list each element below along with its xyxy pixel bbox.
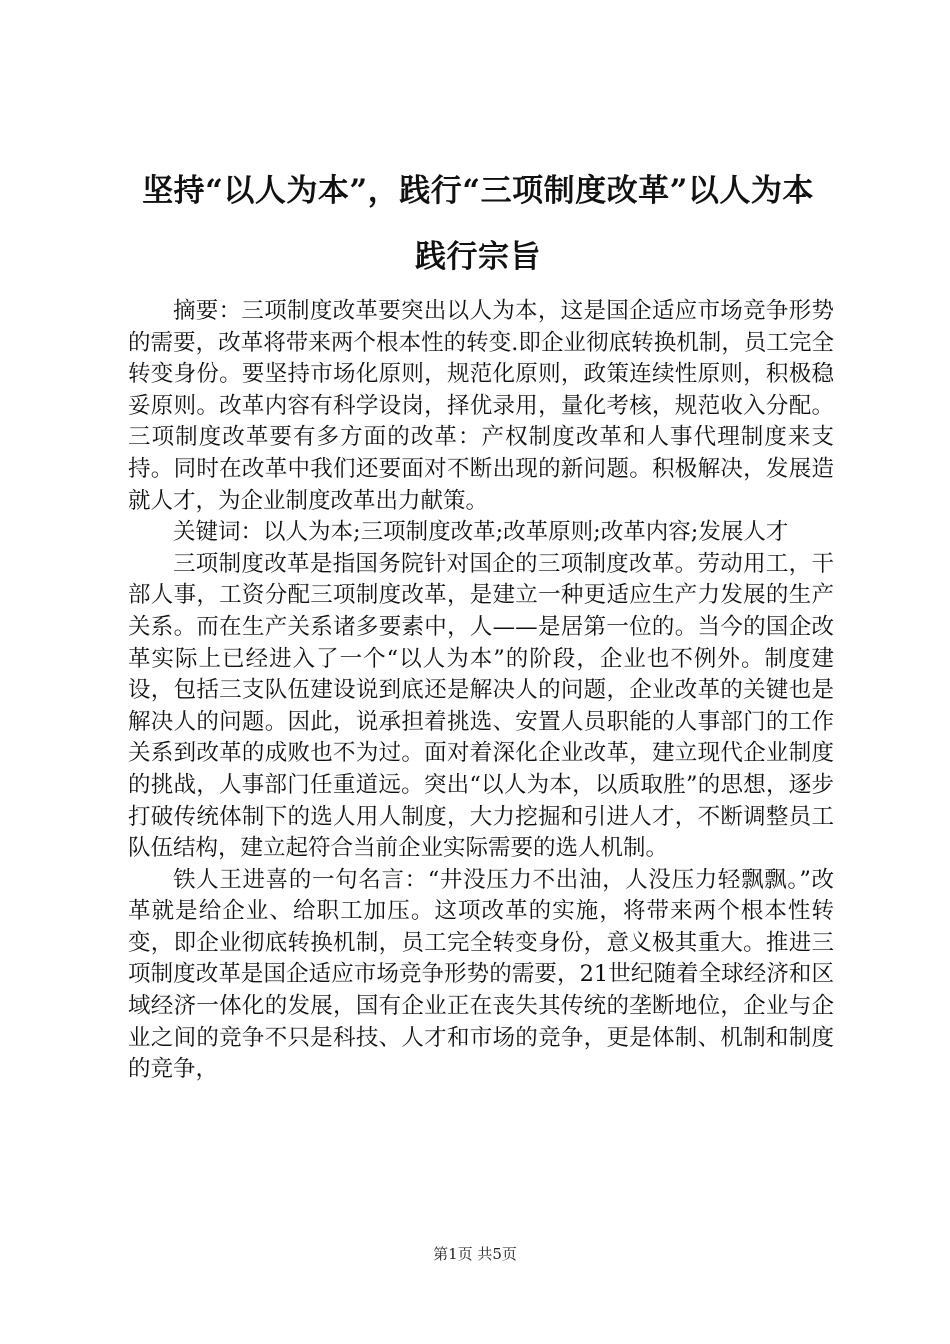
- body-paragraph: 三项制度改革是指国务院针对国企的三项制度改革。劳动用工，干部人事，工资分配三项制度改革，是建立一种更适应生产力发展的生产关系。而在生产关系诸多要素中，人——是居第一位的。当今的国企改革实际上已经进入了一个“以人为本”的阶段，企业也不例外。制度建设，包括三支队伍建设说到底还是解决人的问题，企业改革的关键也是解决人的问题。因此，说承担着挑选、安置人员职能的人事部门的工作关系到改革的成败也不为过。面对着深化企业改革，建立现代企业制度的挑战，人事部门任重道远。突出“以人为本，以质取胜”的思想，逐步打破传统体制下的选人用人制度，大力挖掘和引进人才，不断调整员工队伍结构，建立起符合当前企业实际需要的选人机制。: [128, 550, 834, 862]
- document-title: 坚持“以人为本”，践行“三项制度改革”以人为本践行宗旨: [142, 173, 814, 275]
- keywords-paragraph: 关键词：以人为本;三项制度改革;改革原则;改革内容;发展人才: [173, 519, 789, 546]
- document-body: [128, 296, 834, 1086]
- page-number-footer: 第1页 共5页: [433, 1245, 517, 1263]
- abstract-paragraph: 摘要：三项制度改革要突出以人为本，这是国企适应市场竞争形势的需要，改革将带来两个根本性的转变.即企业彻底转换机制，员工完全转变身份。要坚持市场化原则，规范化原则，政策连续性原则，积极稳妥原则。改革内容有科学设岗，择优录用，量化考核，规范收入分配。三项制度改革要有多方面的改革：产权制度改革和人事代理制度来支持。同时在改革中我们还要面对不断出现的新问题。积极解决，发展造就人才，为企业制度改革出力献策。: [128, 298, 834, 514]
- body-paragraph: 铁人王进喜的一句名言：“井没压力不出油，人没压力轻飘飘。”改革就是给企业、给职工加压。这项改革的实施，将带来两个根本性转变，即企业彻底转换机制，员工完全转变身份，意义极其重大。推进三项制度改革是国企适应市场竞争形势的需要，21世纪随着全球经济和区域经济一体化的发展，国有企业正在丧失其传统的垄断地位，企业与企业之间的竞争不只是科技、人才和市场的竞争，更是体制、机制和制度的竞争，: [128, 866, 834, 1083]
